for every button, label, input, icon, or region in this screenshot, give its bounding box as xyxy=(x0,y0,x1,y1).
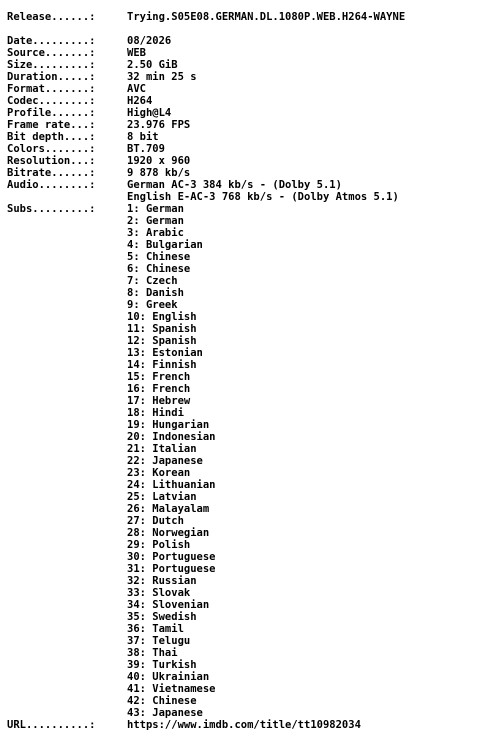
subtitle-item: 11: Spanish xyxy=(127,323,197,335)
subtitle-item: 33: Slovak xyxy=(127,587,191,599)
subtitle-item: 7: Czech xyxy=(127,275,178,287)
bit-depth-label: Bit depth....: xyxy=(7,131,96,143)
colors-row xyxy=(7,143,485,155)
subtitle-item: 1: German xyxy=(127,203,184,215)
subtitle-item: 3: Arabic xyxy=(127,227,184,239)
duration-row xyxy=(7,71,485,83)
resolution-value: 1920 x 960 xyxy=(127,155,191,167)
subtitle-item: 36: Tamil xyxy=(127,623,184,635)
subtitle-item: 38: Thai xyxy=(127,647,178,659)
subtitle-item: 15: French xyxy=(127,371,191,383)
subtitle-item: 20: Indonesian xyxy=(127,431,216,443)
subtitle-item: 29: Polish xyxy=(127,539,191,551)
release-row xyxy=(7,11,485,23)
subtitle-item: 28: Norwegian xyxy=(127,527,210,539)
subtitle-item: 16: French xyxy=(127,383,191,395)
colors-value: BT.709 xyxy=(127,143,165,155)
subtitle-item: 40: Ukrainian xyxy=(127,671,210,683)
format-value: AVC xyxy=(127,83,146,95)
subtitle-item: 31: Portuguese xyxy=(127,563,216,575)
date-value: 08/2026 xyxy=(127,35,172,47)
format-row xyxy=(7,83,485,95)
subtitle-item: 19: Hungarian xyxy=(127,419,210,431)
format-label: Format.......: xyxy=(7,83,96,95)
subtitle-item: 10: English xyxy=(127,311,197,323)
date-label: Date.........: xyxy=(7,35,96,47)
subtitle-item: 13: Estonian xyxy=(127,347,203,359)
subtitle-item: 9: Greek xyxy=(127,299,178,311)
audio-track: English E-AC-3 768 kb/s - (Dolby Atmos 5.1) xyxy=(127,191,399,203)
date-row xyxy=(7,35,485,47)
subtitle-item: 17: Hebrew xyxy=(127,395,191,407)
audio-label: Audio........: xyxy=(7,179,96,191)
subtitle-item: 39: Turkish xyxy=(127,659,197,671)
resolution-row xyxy=(7,155,485,167)
subtitle-item: 37: Telugu xyxy=(127,635,191,647)
subtitle-item: 26: Malayalam xyxy=(127,503,210,515)
audio-track: German AC-3 384 kb/s - (Dolby 5.1) xyxy=(127,179,342,191)
release-info-document xyxy=(7,11,485,731)
url-label: URL..........: xyxy=(7,719,96,731)
duration-value: 32 min 25 s xyxy=(127,71,197,83)
codec-value: H264 xyxy=(127,95,153,107)
subtitle-item: 12: Spanish xyxy=(127,335,197,347)
subtitle-item: 35: Swedish xyxy=(127,611,197,623)
subtitle-item: 30: Portuguese xyxy=(127,551,216,563)
subtitle-list xyxy=(127,203,216,719)
subtitle-item: 32: Russian xyxy=(127,575,197,587)
source-label: Source.......: xyxy=(7,47,96,59)
audio-row xyxy=(7,179,485,203)
profile-label: Profile......: xyxy=(7,107,96,119)
resolution-label: Resolution...: xyxy=(7,155,96,167)
size-row xyxy=(7,59,485,71)
subtitle-item: 14: Finnish xyxy=(127,359,197,371)
frame-rate-row xyxy=(7,119,485,131)
subtitle-item: 25: Latvian xyxy=(127,491,197,503)
subtitle-item: 22: Japanese xyxy=(127,455,203,467)
subtitle-item: 18: Hindi xyxy=(127,407,184,419)
subtitle-item: 34: Slovenian xyxy=(127,599,210,611)
audio-track-list xyxy=(127,179,399,203)
subtitle-item: 42: Chinese xyxy=(127,695,197,707)
subs-label: Subs.........: xyxy=(7,203,96,215)
subtitle-item: 24: Lithuanian xyxy=(127,479,216,491)
source-row xyxy=(7,47,485,59)
duration-label: Duration.....: xyxy=(7,71,96,83)
bitrate-label: Bitrate......: xyxy=(7,167,96,179)
url-row xyxy=(7,719,485,731)
release-value: Trying.S05E08.GERMAN.DL.1080P.WEB.H264-WAYNE xyxy=(127,11,406,23)
subtitle-item: 23: Korean xyxy=(127,467,191,479)
bit-depth-value: 8 bit xyxy=(127,131,159,143)
bitrate-value: 9 878 kb/s xyxy=(127,167,191,179)
codec-row xyxy=(7,95,485,107)
subs-row xyxy=(7,203,485,719)
url-value[interactable]: https://www.imdb.com/title/tt10982034 xyxy=(127,719,361,731)
field-list xyxy=(7,35,485,179)
subtitle-item: 2: German xyxy=(127,215,184,227)
subtitle-item: 5: Chinese xyxy=(127,251,191,263)
subtitle-item: 41: Vietnamese xyxy=(127,683,216,695)
source-value: WEB xyxy=(127,47,146,59)
bit-depth-row xyxy=(7,131,485,143)
colors-label: Colors.......: xyxy=(7,143,96,155)
subtitle-item: 21: Italian xyxy=(127,443,197,455)
size-label: Size.........: xyxy=(7,59,96,71)
frame-rate-label: Frame rate...: xyxy=(7,119,96,131)
subtitle-item: 43: Japanese xyxy=(127,707,203,719)
subtitle-item: 6: Chinese xyxy=(127,263,191,275)
profile-row xyxy=(7,107,485,119)
subtitle-item: 4: Bulgarian xyxy=(127,239,203,251)
codec-label: Codec........: xyxy=(7,95,96,107)
frame-rate-value: 23.976 FPS xyxy=(127,119,191,131)
blank-line xyxy=(7,23,485,35)
size-value: 2.50 GiB xyxy=(127,59,178,71)
profile-value: High@L4 xyxy=(127,107,172,119)
release-label: Release......: xyxy=(7,11,96,23)
bitrate-row xyxy=(7,167,485,179)
subtitle-item: 8: Danish xyxy=(127,287,184,299)
subtitle-item: 27: Dutch xyxy=(127,515,184,527)
